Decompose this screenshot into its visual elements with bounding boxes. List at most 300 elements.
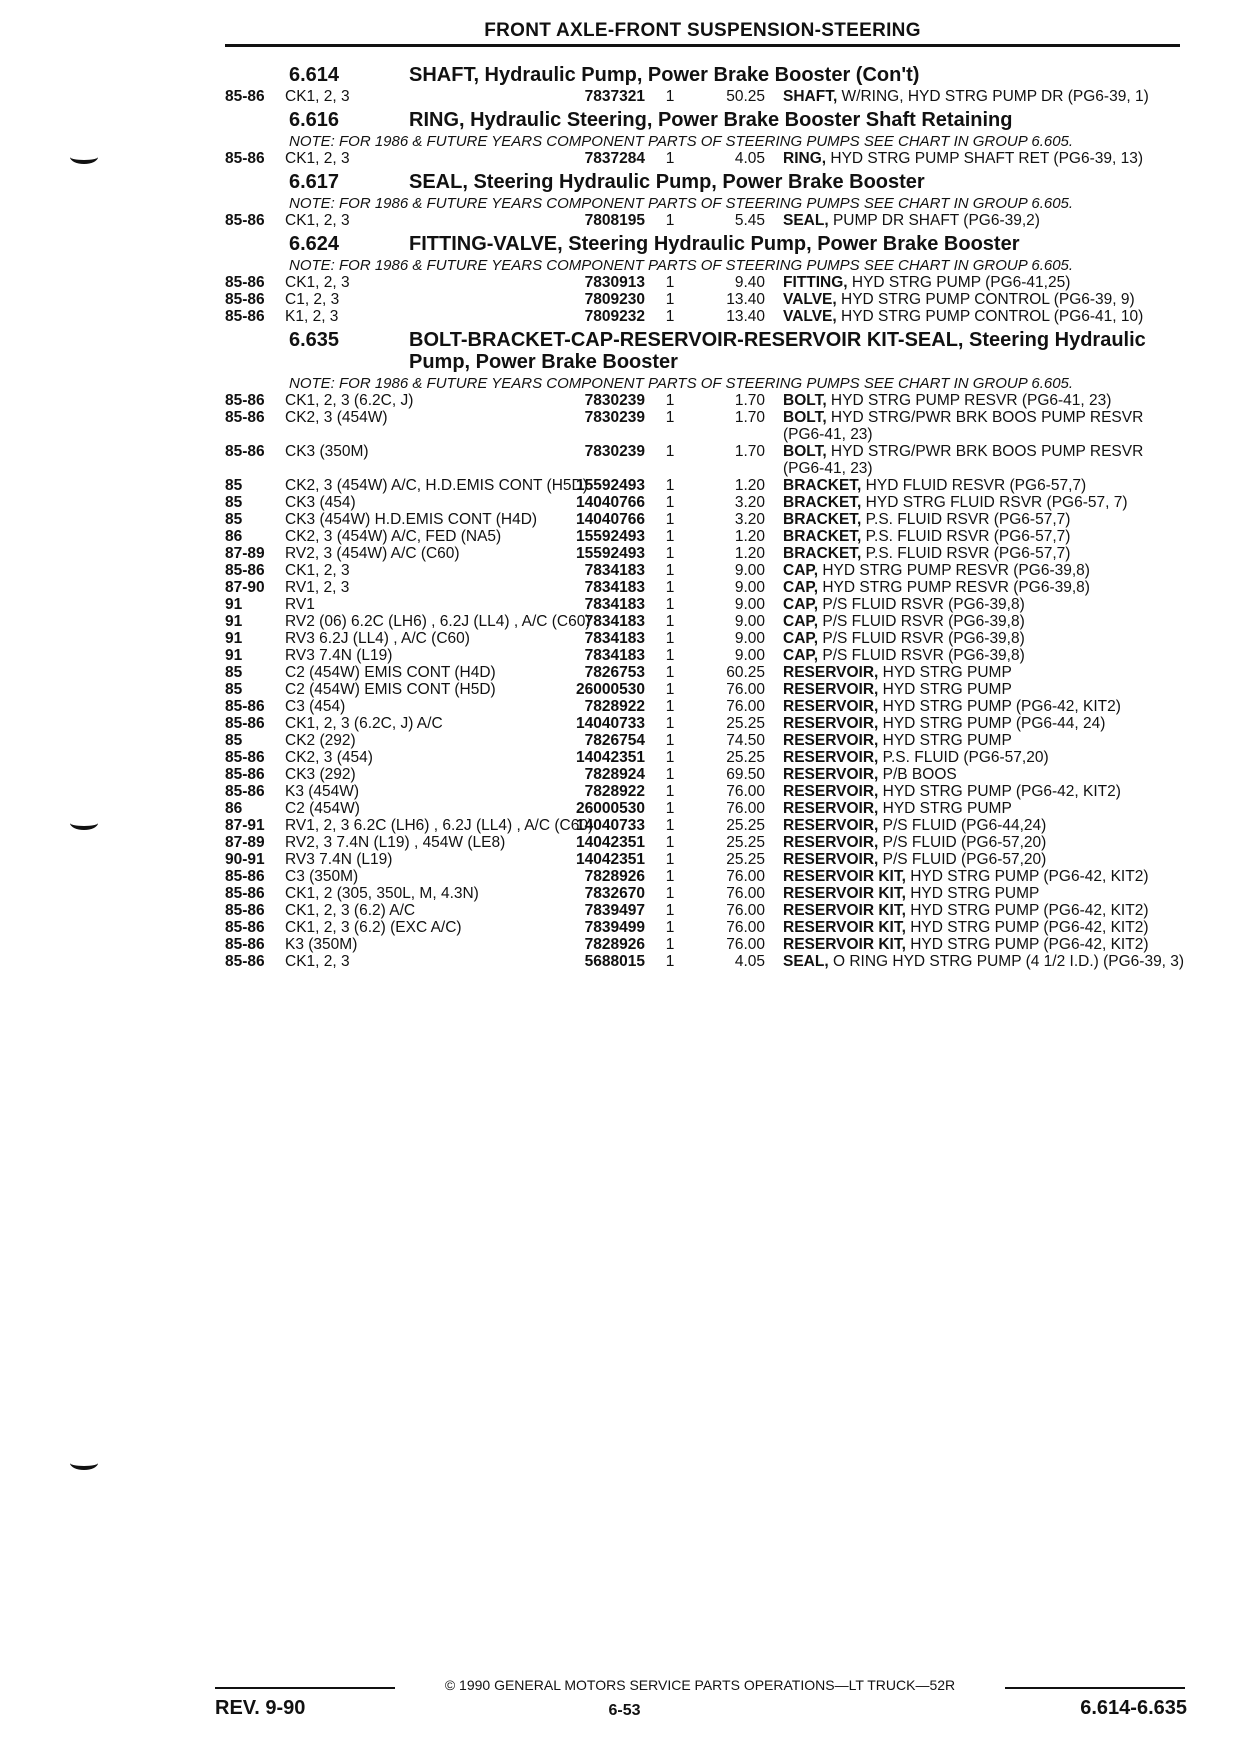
part-name: CAP, <box>783 613 819 630</box>
part-detail: HYD STRG PUMP (PG6-42, KIT2) <box>905 919 1149 936</box>
part-description <box>765 953 1185 970</box>
quantity: 1 <box>665 681 675 698</box>
price: 9.00 <box>734 630 765 647</box>
part-name: RESERVOIR KIT, <box>783 919 906 936</box>
section-6-616 <box>225 109 1185 167</box>
price: 1.70 <box>734 409 765 426</box>
model-code: RV1, 2, 3 6.2C (LH6) , 6.2J (LL4) , A/C (C60) <box>285 817 594 834</box>
part-detail: HYD STRG PUMP <box>878 732 1012 749</box>
part-number: 14040733 <box>576 817 645 834</box>
part-name: RESERVOIR KIT, <box>783 885 906 902</box>
quantity: 1 <box>665 212 675 229</box>
price: 25.25 <box>726 749 765 766</box>
part-name: CAP, <box>783 647 819 664</box>
part-detail: P.S. FLUID RSVR (PG6-57,7) <box>861 528 1071 545</box>
binder-hole-mark <box>70 150 98 164</box>
part-description <box>765 783 1185 800</box>
part-number: 7828924 <box>584 766 645 783</box>
model-years: 91 <box>225 647 243 664</box>
price: 25.25 <box>726 851 765 868</box>
part-detail: HYD STRG PUMP SHAFT RET (PG6-39, 13) <box>826 150 1144 167</box>
part-detail: P/B BOOS <box>878 766 957 783</box>
model-years: 87-89 <box>225 545 265 562</box>
quantity: 1 <box>665 834 675 851</box>
quantity: 1 <box>665 936 675 953</box>
quantity: 1 <box>665 630 675 647</box>
model-years: 85 <box>225 494 243 511</box>
part-number: 7828926 <box>584 936 645 953</box>
model-years: 91 <box>225 630 243 647</box>
part-detail: HYD STRG PUMP (PG6-42, KIT2) <box>905 936 1149 953</box>
part-description <box>765 511 1185 528</box>
model-code: C2 (454W) <box>285 800 360 817</box>
part-description <box>765 562 1185 579</box>
part-row <box>225 308 1185 325</box>
part-row <box>225 443 1185 477</box>
part-detail: P/S FLUID RSVR (PG6-39,8) <box>818 647 1025 664</box>
part-row <box>225 88 1185 105</box>
model-years: 85-86 <box>225 88 265 105</box>
section-name: SHAFT, Hydraulic Pump, Power Brake Booster (Con't) <box>409 64 920 86</box>
price: 9.00 <box>734 647 765 664</box>
model-code: CK2, 3 (454W) A/C, FED (NA5) <box>285 528 502 545</box>
binder-hole-mark <box>70 1456 98 1470</box>
part-name: RESERVOIR, <box>783 766 879 783</box>
model-code: RV3 7.4N (L19) <box>285 647 393 664</box>
quantity: 1 <box>665 647 675 664</box>
part-description <box>765 150 1185 167</box>
price: 9.00 <box>734 596 765 613</box>
part-detail: P/S FLUID (PG6-57,20) <box>878 851 1047 868</box>
model-code: RV2, 3 (454W) A/C (C60) <box>285 545 460 562</box>
model-code: K3 (454W) <box>285 783 360 800</box>
price: 76.00 <box>726 868 765 885</box>
price: 50.25 <box>726 88 765 105</box>
price: 74.50 <box>726 732 765 749</box>
part-row <box>225 766 1185 783</box>
part-number: 5688015 <box>584 953 645 970</box>
price: 76.00 <box>726 936 765 953</box>
model-code: CK1, 2, 3 <box>285 953 350 970</box>
part-detail: HYD STRG PUMP (PG6-42, KIT2) <box>878 783 1121 800</box>
part-row <box>225 545 1185 562</box>
part-name: VALVE, <box>783 291 837 308</box>
part-row <box>225 698 1185 715</box>
quantity: 1 <box>665 953 675 970</box>
part-row <box>225 409 1185 443</box>
section-number: 6.617 <box>289 171 340 193</box>
model-years: 85-86 <box>225 562 265 579</box>
model-years: 87-90 <box>225 579 265 596</box>
quantity: 1 <box>665 664 675 681</box>
section-number: 6.635 <box>289 329 340 351</box>
model-code: C2 (454W) EMIS CONT (H5D) <box>285 681 496 698</box>
price: 76.00 <box>726 800 765 817</box>
part-row <box>225 274 1185 291</box>
part-detail: P/S FLUID (PG6-44,24) <box>878 817 1047 834</box>
section-6-614 <box>225 64 1185 105</box>
part-number: 7828922 <box>584 698 645 715</box>
model-code: RV1, 2, 3 <box>285 579 350 596</box>
model-code: CK2, 3 (454) <box>285 749 373 766</box>
model-years: 85-86 <box>225 953 265 970</box>
part-row <box>225 868 1185 885</box>
price: 76.00 <box>726 783 765 800</box>
part-name: RESERVOIR, <box>783 851 879 868</box>
part-description <box>765 88 1185 105</box>
part-row <box>225 647 1185 664</box>
part-row <box>225 494 1185 511</box>
part-detail: HYD STRG PUMP <box>878 800 1012 817</box>
price: 76.00 <box>726 698 765 715</box>
part-row <box>225 902 1185 919</box>
part-detail: HYD STRG PUMP CONTROL (PG6-39, 9) <box>836 291 1135 308</box>
part-description <box>765 596 1185 613</box>
part-name: RESERVOIR, <box>783 681 879 698</box>
price: 3.20 <box>734 511 765 528</box>
model-code: RV1 <box>285 596 315 613</box>
model-code: CK2, 3 (454W) A/C, H.D.EMIS CONT (H5D) <box>285 477 588 494</box>
part-number: 14040766 <box>576 494 645 511</box>
model-code: K1, 2, 3 <box>285 308 339 325</box>
part-row <box>225 749 1185 766</box>
part-detail: HYD STRG PUMP <box>878 681 1012 698</box>
model-years: 86 <box>225 528 243 545</box>
part-name: FITTING, <box>783 274 848 291</box>
binder-hole-mark <box>70 816 98 830</box>
section-title <box>225 329 1185 373</box>
part-name: BRACKET, <box>783 511 862 528</box>
model-code: CK3 (350M) <box>285 443 369 460</box>
part-detail: HYD STRG PUMP (PG6-41,25) <box>847 274 1071 291</box>
price: 9.00 <box>734 613 765 630</box>
part-detail: HYD STRG PUMP (PG6-42, KIT2) <box>905 902 1149 919</box>
model-code: CK1, 2, 3 <box>285 150 350 167</box>
part-name: BRACKET, <box>783 528 862 545</box>
part-name: RESERVOIR KIT, <box>783 936 906 953</box>
quantity: 1 <box>665 766 675 783</box>
part-number: 7834183 <box>584 613 645 630</box>
part-detail: HYD STRG PUMP RESVR (PG6-39,8) <box>818 562 1090 579</box>
part-number: 14042351 <box>576 834 645 851</box>
section-note: NOTE: FOR 1986 & FUTURE YEARS COMPONENT PARTS OF STEERING PUMPS SEE CHART IN GROUP 6.605. <box>289 133 1074 150</box>
section-number: 6.616 <box>289 109 340 131</box>
model-years: 85-86 <box>225 392 265 409</box>
part-name: RESERVOIR, <box>783 783 879 800</box>
part-description <box>765 800 1185 817</box>
model-code: C3 (454) <box>285 698 346 715</box>
quantity: 1 <box>665 783 675 800</box>
part-number: 7834183 <box>584 630 645 647</box>
part-detail: HYD STRG PUMP CONTROL (PG6-41, 10) <box>836 308 1144 325</box>
quantity: 1 <box>665 511 675 528</box>
part-number: 7830239 <box>584 409 645 426</box>
quantity: 1 <box>665 443 675 460</box>
part-row <box>225 732 1185 749</box>
part-name: CAP, <box>783 579 819 596</box>
part-name: BOLT, <box>783 443 827 460</box>
part-description <box>765 477 1185 494</box>
part-row <box>225 681 1185 698</box>
price: 4.05 <box>734 953 765 970</box>
part-description <box>765 647 1185 664</box>
part-detail: P.S. FLUID (PG6-57,20) <box>878 749 1049 766</box>
part-name: RING, <box>783 150 827 167</box>
model-years: 90-91 <box>225 851 265 868</box>
part-number: 14040733 <box>576 715 645 732</box>
quantity: 1 <box>665 392 675 409</box>
quantity: 1 <box>665 596 675 613</box>
part-description <box>765 715 1185 732</box>
section-number: 6.624 <box>289 233 340 255</box>
model-years: 85-86 <box>225 308 265 325</box>
part-number: 14042351 <box>576 749 645 766</box>
part-row <box>225 562 1185 579</box>
part-description <box>765 579 1185 596</box>
part-description <box>765 885 1185 902</box>
part-number: 14042351 <box>576 851 645 868</box>
model-code: CK2, 3 (454W) <box>285 409 388 426</box>
part-name: RESERVOIR, <box>783 715 879 732</box>
part-description <box>765 766 1185 783</box>
quantity: 1 <box>665 732 675 749</box>
part-detail: HYD STRG PUMP RESVR (PG6-41, 23) <box>826 392 1112 409</box>
part-name: RESERVOIR, <box>783 800 879 817</box>
model-years: 85 <box>225 681 243 698</box>
part-row <box>225 291 1185 308</box>
price: 13.40 <box>726 308 765 325</box>
part-detail: HYD STRG/PWR BRK BOOS PUMP RESVR (PG6-41, 23) <box>783 443 1144 477</box>
price: 1.20 <box>734 545 765 562</box>
part-detail: PUMP DR SHAFT (PG6-39,2) <box>828 212 1040 229</box>
model-years: 86 <box>225 800 243 817</box>
price: 69.50 <box>726 766 765 783</box>
part-name: BRACKET, <box>783 494 862 511</box>
part-description <box>765 868 1185 885</box>
page-title: FRONT AXLE-FRONT SUSPENSION-STEERING <box>484 20 921 41</box>
model-years: 85 <box>225 511 243 528</box>
section-6-617 <box>225 171 1185 229</box>
part-description <box>765 664 1185 681</box>
part-row <box>225 664 1185 681</box>
part-row <box>225 212 1185 229</box>
part-name: SEAL, <box>783 212 829 229</box>
model-code: CK3 (454) <box>285 494 356 511</box>
model-code: RV2, 3 7.4N (L19) , 454W (LE8) <box>285 834 506 851</box>
part-number: 7828926 <box>584 868 645 885</box>
part-row <box>225 715 1185 732</box>
part-description <box>765 902 1185 919</box>
model-years: 85-86 <box>225 150 265 167</box>
model-code: CK1, 2, 3 (6.2C, J) A/C <box>285 715 443 732</box>
model-years: 91 <box>225 596 243 613</box>
revision-label: REV. 9-90 <box>215 1697 306 1719</box>
part-detail: P/S FLUID RSVR (PG6-39,8) <box>818 630 1025 647</box>
part-row <box>225 596 1185 613</box>
part-number: 7834183 <box>584 562 645 579</box>
model-code: RV3 7.4N (L19) <box>285 851 393 868</box>
part-number: 7834183 <box>584 579 645 596</box>
section-number: 6.614 <box>289 64 340 86</box>
quantity: 1 <box>665 698 675 715</box>
model-years: 85-86 <box>225 715 265 732</box>
part-number: 26000530 <box>576 681 645 698</box>
part-description <box>765 749 1185 766</box>
part-name: RESERVOIR KIT, <box>783 868 906 885</box>
quantity: 1 <box>665 715 675 732</box>
part-name: RESERVOIR, <box>783 749 879 766</box>
part-description <box>765 545 1185 562</box>
part-row <box>225 953 1185 970</box>
part-number: 7832670 <box>584 885 645 902</box>
model-years: 85-86 <box>225 783 265 800</box>
part-row <box>225 477 1185 494</box>
part-number: 7830239 <box>584 443 645 460</box>
quantity: 1 <box>665 528 675 545</box>
price: 3.20 <box>734 494 765 511</box>
part-name: SEAL, <box>783 953 829 970</box>
part-detail: P/S FLUID RSVR (PG6-39,8) <box>818 596 1025 613</box>
section-note: NOTE: FOR 1986 & FUTURE YEARS COMPONENT PARTS OF STEERING PUMPS SEE CHART IN GROUP 6.605. <box>289 195 1074 212</box>
part-detail: O RING HYD STRG PUMP (4 1/2 I.D.) (PG6-39, 3) <box>828 953 1185 970</box>
page-number: 6-53 <box>608 1702 641 1719</box>
part-description <box>765 274 1185 291</box>
price: 76.00 <box>726 885 765 902</box>
parts-catalog-list <box>225 60 1185 970</box>
part-row <box>225 936 1185 953</box>
part-description <box>765 681 1185 698</box>
part-detail: HYD STRG FLUID RSVR (PG6-57, 7) <box>861 494 1128 511</box>
part-number: 7809230 <box>584 291 645 308</box>
part-description <box>765 494 1185 511</box>
model-years: 85-86 <box>225 766 265 783</box>
part-number: 7826753 <box>584 664 645 681</box>
quantity: 1 <box>665 868 675 885</box>
part-description <box>765 698 1185 715</box>
quantity: 1 <box>665 817 675 834</box>
part-description <box>765 919 1185 936</box>
quantity: 1 <box>665 919 675 936</box>
model-years: 85 <box>225 664 243 681</box>
part-name: RESERVOIR, <box>783 732 879 749</box>
part-detail: HYD STRG PUMP (PG6-42, KIT2) <box>878 698 1121 715</box>
part-number: 7837284 <box>584 150 645 167</box>
part-description <box>765 308 1185 325</box>
part-detail: HYD FLUID RESVR (PG6-57,7) <box>861 477 1087 494</box>
model-years: 91 <box>225 613 243 630</box>
model-years: 85-86 <box>225 902 265 919</box>
part-row <box>225 150 1185 167</box>
price: 9.40 <box>734 274 765 291</box>
quantity: 1 <box>665 88 675 105</box>
part-detail: P/S FLUID RSVR (PG6-39,8) <box>818 613 1025 630</box>
quantity: 1 <box>665 800 675 817</box>
section-6-635 <box>225 329 1185 970</box>
quantity: 1 <box>665 851 675 868</box>
part-description <box>765 834 1185 851</box>
part-name: RESERVOIR, <box>783 698 879 715</box>
section-name: SEAL, Steering Hydraulic Pump, Power Brake Booster <box>409 171 925 193</box>
part-description <box>765 936 1185 953</box>
part-number: 7808195 <box>584 212 645 229</box>
part-description <box>765 613 1185 630</box>
section-title <box>225 233 1185 255</box>
model-years: 85-86 <box>225 919 265 936</box>
price: 9.00 <box>734 579 765 596</box>
copyright-notice: © 1990 GENERAL MOTORS SERVICE PARTS OPERATIONS—LT TRUCK—52R <box>444 1677 956 1693</box>
model-years: 87-91 <box>225 817 265 834</box>
part-number: 7830913 <box>584 274 645 291</box>
quantity: 1 <box>665 545 675 562</box>
part-detail: HYD STRG PUMP (PG6-42, KIT2) <box>905 868 1149 885</box>
price: 1.20 <box>734 528 765 545</box>
section-title <box>225 64 1185 86</box>
price: 76.00 <box>726 919 765 936</box>
header-rule <box>225 44 1180 47</box>
part-detail: HYD STRG PUMP (PG6-44, 24) <box>878 715 1106 732</box>
part-number: 7834183 <box>584 596 645 613</box>
price: 76.00 <box>726 902 765 919</box>
model-code: C1, 2, 3 <box>285 291 340 308</box>
part-description <box>765 630 1185 647</box>
part-row <box>225 783 1185 800</box>
quantity: 1 <box>665 274 675 291</box>
part-number: 15592493 <box>576 528 645 545</box>
part-row <box>225 800 1185 817</box>
model-code: CK1, 2, 3 (6.2C, J) <box>285 392 414 409</box>
quantity: 1 <box>665 579 675 596</box>
price: 4.05 <box>734 150 765 167</box>
part-detail: HYD STRG/PWR BRK BOOS PUMP RESVR (PG6-41, 23) <box>783 409 1144 443</box>
price: 9.00 <box>734 562 765 579</box>
model-code: CK1, 2, 3 <box>285 212 350 229</box>
part-row <box>225 630 1185 647</box>
price: 25.25 <box>726 817 765 834</box>
quantity: 1 <box>665 613 675 630</box>
model-years: 85-86 <box>225 274 265 291</box>
model-code: CK1, 2, 3 <box>285 562 350 579</box>
part-description <box>765 817 1185 834</box>
part-row <box>225 528 1185 545</box>
part-detail: P.S. FLUID RSVR (PG6-57,7) <box>861 545 1071 562</box>
part-row <box>225 851 1185 868</box>
section-title <box>225 171 1185 193</box>
model-code: RV2 (06) 6.2C (LH6) , 6.2J (LL4) , A/C (C60) <box>285 613 591 630</box>
part-number: 7828922 <box>584 783 645 800</box>
part-name: RESERVOIR KIT, <box>783 902 906 919</box>
part-number: 7826754 <box>584 732 645 749</box>
section-name: BOLT-BRACKET-CAP-RESERVOIR-RESERVOIR KIT-SEAL, Steering Hydraulic Pump, Power Brake Booster <box>409 329 1146 373</box>
part-name: RESERVOIR, <box>783 664 879 681</box>
footer-rule <box>1005 1687 1185 1689</box>
part-number: 15592493 <box>576 477 645 494</box>
model-code: C2 (454W) EMIS CONT (H4D) <box>285 664 496 681</box>
quantity: 1 <box>665 494 675 511</box>
part-name: BRACKET, <box>783 477 862 494</box>
part-number: 7839499 <box>584 919 645 936</box>
model-code: CK2 (292) <box>285 732 356 749</box>
model-years: 85-86 <box>225 291 265 308</box>
part-number: 7830239 <box>584 392 645 409</box>
part-detail: P/S FLUID (PG6-57,20) <box>878 834 1047 851</box>
part-name: RESERVOIR, <box>783 834 879 851</box>
part-number: 26000530 <box>576 800 645 817</box>
section-name: RING, Hydraulic Steering, Power Brake Booster Shaft Retaining <box>409 109 1013 131</box>
part-description <box>765 732 1185 749</box>
part-name: VALVE, <box>783 308 837 325</box>
model-code: RV3 6.2J (LL4) , A/C (C60) <box>285 630 470 647</box>
part-name: BOLT, <box>783 409 827 426</box>
